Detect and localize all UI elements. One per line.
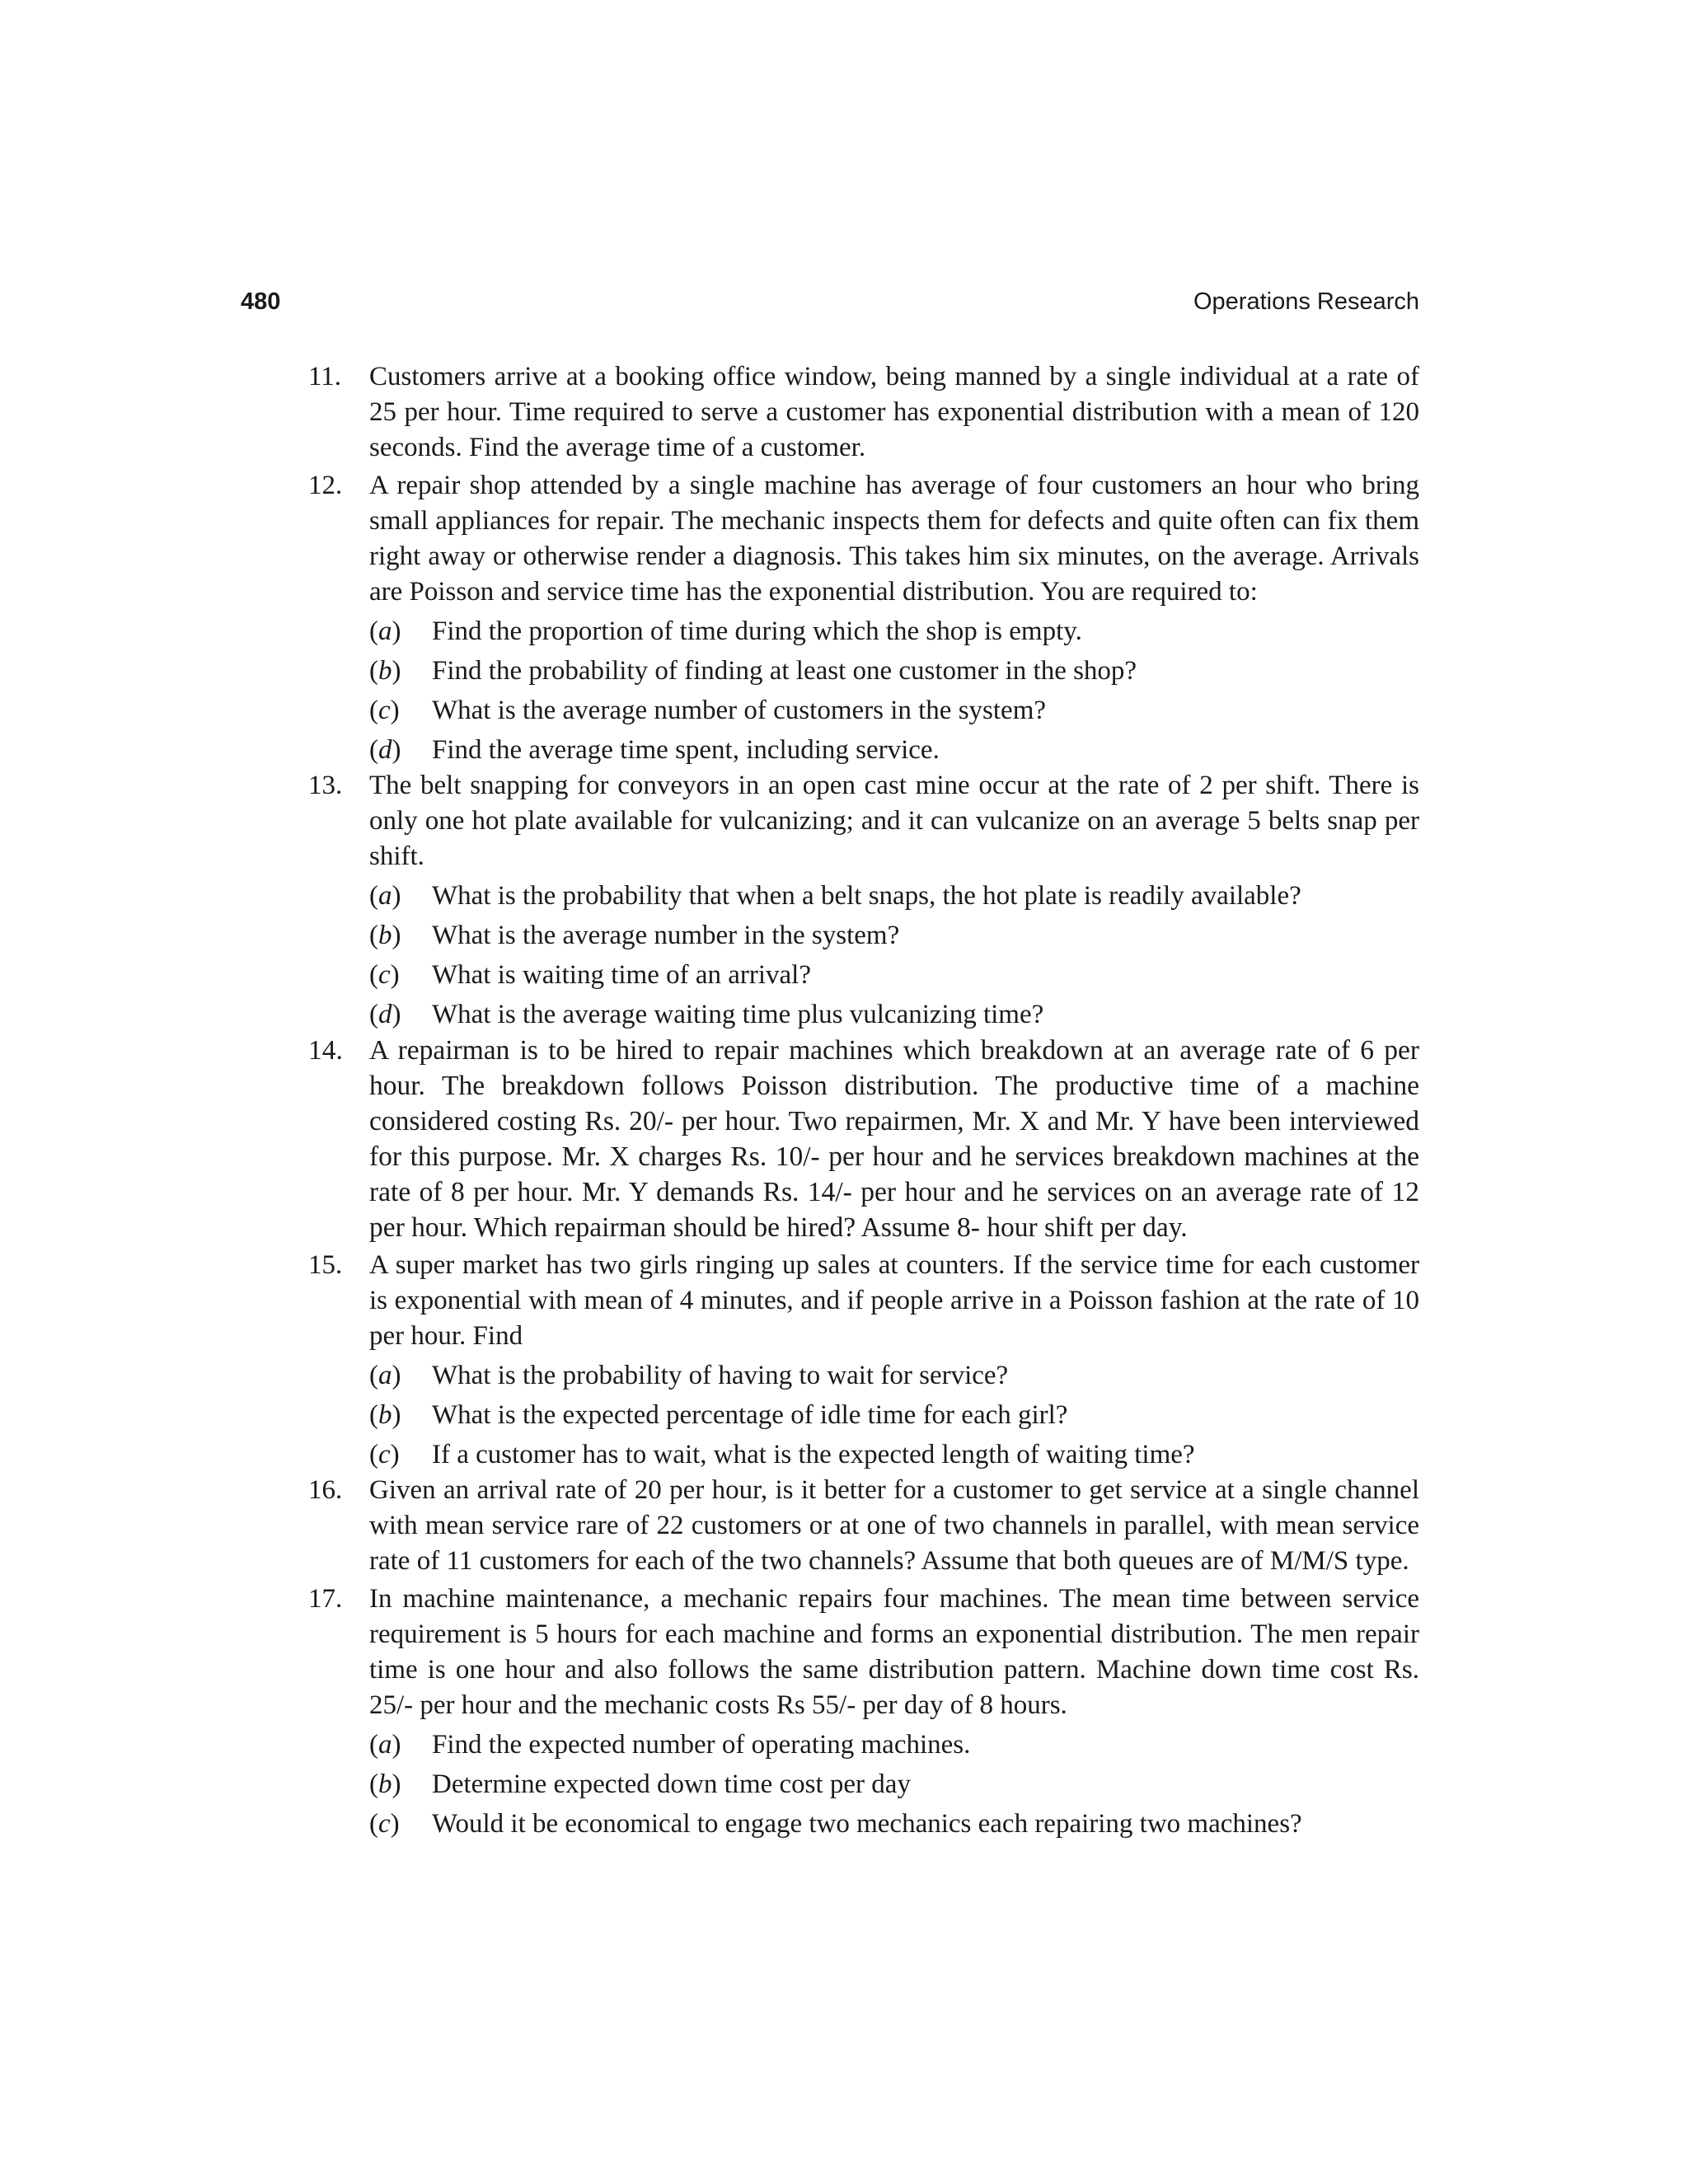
problem-number: 16.	[308, 1475, 343, 1505]
sub-question	[369, 997, 1419, 1033]
sub-question-text: Find the expected number of operating machines.	[432, 1730, 971, 1760]
sub-question-label: (c)	[369, 1440, 400, 1469]
sub-question-label: (c)	[369, 696, 400, 725]
sub-question	[369, 1767, 1419, 1802]
sub-question-text: Find the proportion of time during which the shop is empty.	[432, 616, 1082, 646]
problem-text: The belt snapping for conveyors in an open cast mine occur at the rate of 2 per shift. There is only one hot plate available for vulcanizing; and it can vulcanize on an average 5 belts snap per shift.	[369, 771, 1419, 871]
sub-question-label: (a)	[369, 1730, 401, 1760]
sub-question-label: (a)	[369, 881, 401, 911]
sub-question	[369, 1807, 1419, 1842]
sub-question-text: What is the average number in the system?	[432, 921, 900, 950]
sub-question-text: Determine expected down time cost per day	[432, 1769, 911, 1799]
sub-question-text: What is waiting time of an arrival?	[432, 960, 812, 990]
sub-question-text: Find the probability of finding at least one customer in the shop?	[432, 656, 1137, 686]
problem-list	[308, 359, 1419, 1842]
sub-question-label: (b)	[369, 1769, 401, 1799]
sub-question-label: (b)	[369, 921, 401, 950]
sub-question	[369, 733, 1419, 768]
problem-text: A repairman is to be hired to repair machines which breakdown at an average rate of 6 per hour. The breakdown follows Poisson distribution. The productive time of a machine considered costing Rs. 20/- per hour. Two repairmen, Mr. X and Mr. Y have been interviewed for this purpose. Mr. X charges Rs. 10/- per hour and he services breakdown machines at the rate of 8 per hour. Mr. Y demands Rs. 14/- per hour and he services on an average rate of 12 per hour. Which repairman should be hired? Assume 8- hour shift per day.	[369, 1035, 1419, 1243]
problem-11	[308, 359, 1419, 466]
problem-number: 17.	[308, 1584, 343, 1614]
sub-question	[369, 879, 1419, 914]
sub-question-text: If a customer has to wait, what is the expected length of waiting time?	[432, 1440, 1195, 1469]
sub-question	[369, 693, 1419, 729]
problem-12	[308, 468, 1419, 768]
problem-13	[308, 768, 1419, 1033]
problem-text: In machine maintenance, a mechanic repairs four machines. The mean time between service requirement is 5 hours for each machine and forms an exponential distribution. The men repair time is one hour and also follows the same distribution pattern. Machine down time cost Rs. 25/- per hour and the mechanic costs Rs 55/- per day of 8 hours.	[369, 1584, 1419, 1720]
page-number: 480	[241, 288, 281, 315]
sub-question	[369, 1358, 1419, 1394]
sub-question-text: What is the average number of customers in the system?	[432, 696, 1047, 725]
sub-question-label: (d)	[369, 1000, 401, 1029]
problem-number: 13.	[308, 771, 343, 800]
sub-question-text: What is the average waiting time plus vulcanizing time?	[432, 1000, 1044, 1029]
sub-question	[369, 614, 1419, 649]
running-title: Operations Research	[1193, 288, 1419, 315]
problem-text: Given an arrival rate of 20 per hour, is it better for a customer to get service at a single channel with mean service rare of 22 customers or at one of two channels in parallel, with mean service rate of 11 customers for each of the two channels? Assume that both queues are of M/M/S type.	[369, 1475, 1419, 1576]
sub-question	[369, 654, 1419, 689]
sub-question-label: (b)	[369, 1400, 401, 1430]
problem-number: 12.	[308, 471, 343, 500]
sub-question-text: What is the probability that when a belt snaps, the hot plate is readily available?	[432, 881, 1301, 911]
problem-16	[308, 1473, 1419, 1579]
sub-question	[369, 1398, 1419, 1433]
problem-number: 11.	[308, 362, 342, 391]
problem-number: 14.	[308, 1035, 343, 1066]
sub-question-text: Would it be economical to engage two mechanics each repairing two machines?	[432, 1809, 1302, 1839]
sub-question	[369, 1437, 1419, 1473]
problem-text: Customers arrive at a booking office window, being manned by a single individual at a rate of 25 per hour. Time required to serve a customer has exponential distribution with a mean of 120 seconds. Find the average time of a customer.	[369, 362, 1419, 462]
sub-question-text: Find the average time spent, including service.	[432, 735, 940, 765]
sub-question-text: What is the expected percentage of idle time for each girl?	[432, 1400, 1068, 1430]
sub-question	[369, 918, 1419, 954]
sub-question-label: (a)	[369, 616, 401, 646]
sub-question-text: What is the probability of having to wait for service?	[432, 1361, 1009, 1390]
problem-number: 15.	[308, 1250, 343, 1280]
problem-15	[308, 1248, 1419, 1473]
page-header	[241, 288, 1419, 325]
sub-question	[369, 958, 1419, 993]
problem-14	[308, 1033, 1419, 1245]
sub-question-label: (c)	[369, 1809, 400, 1839]
sub-question-label: (b)	[369, 656, 401, 686]
sub-question	[369, 1727, 1419, 1763]
sub-question-label: (d)	[369, 735, 401, 765]
sub-question-label: (c)	[369, 960, 400, 990]
problem-text: A super market has two girls ringing up sales at counters. If the service time for each customer is exponential with mean of 4 minutes, and if people arrive in a Poisson fashion at the rate of 10 per hour. Find	[369, 1250, 1419, 1351]
sub-question-label: (a)	[369, 1361, 401, 1390]
problem-17	[308, 1582, 1419, 1842]
problem-text: A repair shop attended by a single machine has average of four customers an hour who bring small appliances for repair. The mechanic inspects them for defects and quite often can fix them right away or otherwise render a diagnosis. This takes him six minutes, on the average. Arrivals are Poisson and service time has the exponential distribution. You are required to:	[369, 471, 1419, 607]
